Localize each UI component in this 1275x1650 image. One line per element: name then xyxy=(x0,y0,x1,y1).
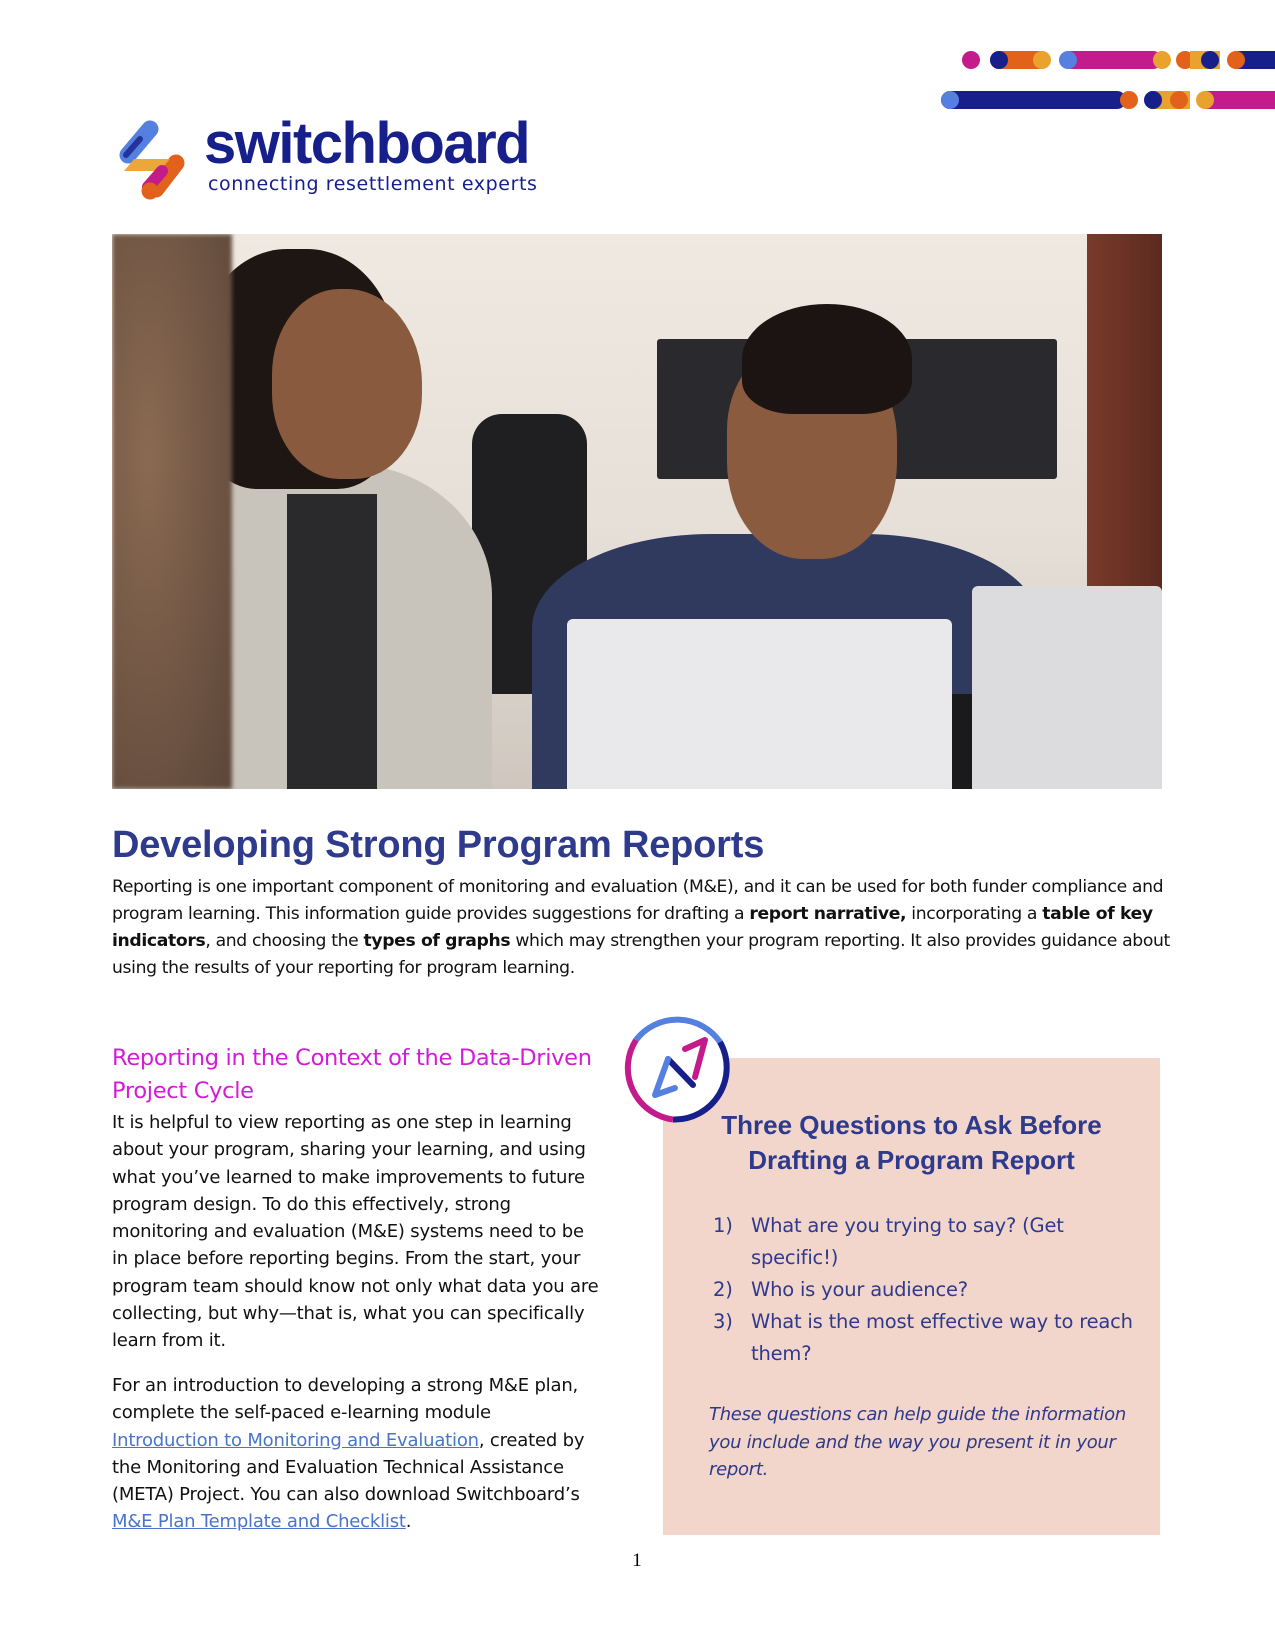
question-number: 1) xyxy=(713,1214,733,1237)
callout-title-line-2: Drafting a Program Report xyxy=(748,1145,1075,1175)
question-text: What are you trying to say? (Get specific!) xyxy=(751,1214,1064,1269)
hero-photo xyxy=(112,234,1162,789)
questions-list xyxy=(713,1210,1143,1370)
switchboard-logo-icon xyxy=(112,115,192,203)
callout-title xyxy=(663,1108,1160,1178)
intro-text: incorporating a xyxy=(906,904,1043,924)
link-intro-to-me-module[interactable]: Introduction to Monitoring and Evaluation xyxy=(112,1429,479,1451)
page-number: 1 xyxy=(632,1550,642,1571)
intro-bold-types-of-graphs: types of graphs xyxy=(363,931,511,951)
question-text: What is the most effective way to reach them? xyxy=(751,1310,1133,1365)
decorative-dot-banner xyxy=(0,0,1275,130)
question-number: 3) xyxy=(713,1310,733,1333)
brand-wordmark: switchboard xyxy=(204,111,530,176)
paragraph-text: . xyxy=(405,1511,412,1533)
question-item xyxy=(713,1210,1143,1274)
question-item xyxy=(713,1306,1143,1370)
callout-note: These questions can help guide the information you include and the way you present it in your report. xyxy=(709,1404,1126,1480)
intro-bold-table-of-key-indicators: table of key indicators xyxy=(112,904,1153,951)
paragraph-text: , created by the Monitoring and Evaluation Technical Assistance (META) Project. You can also download Switchboard’s xyxy=(112,1429,585,1506)
link-me-plan-template[interactable]: M&E Plan Template and Checklist xyxy=(112,1511,406,1533)
intro-text: which may strengthen your program reporting. It also provides guidance about using the results of your reporting for program learning. xyxy=(112,931,1170,978)
intro-text: Reporting is one important component of monitoring and evaluation (M&E), and it can be used for both funder compliance and program learning. This information guide provides suggestions for drafting a xyxy=(112,877,1164,924)
section-paragraph-1: It is helpful to view reporting as one step in learning about your program, sharing your learning, and using what you’ve learned to make improvements to future program design. To do this effectively, strong monitoring and evaluation (M&E) systems need to be in place before reporting begins. From the start, your program team should know not only what data you are collecting, but why—that is, what you can specifically learn from it. xyxy=(112,1112,599,1352)
intro-text: , and choosing the xyxy=(205,931,364,951)
section-heading: Reporting in the Context of the Data-Driven Project Cycle xyxy=(112,1045,592,1104)
paragraph-text: For an introduction to developing a strong M&E plan, complete the self-paced e-learning module xyxy=(112,1375,579,1424)
compass-icon xyxy=(618,1010,733,1125)
question-number: 2) xyxy=(713,1278,733,1301)
question-text: Who is your audience? xyxy=(751,1278,968,1301)
callout-title-line-1: Three Questions to Ask Before xyxy=(721,1110,1102,1140)
intro-bold-report-narrative: report narrative, xyxy=(749,904,907,924)
section-paragraph-2 xyxy=(112,1372,602,1536)
intro-paragraph xyxy=(112,874,1172,982)
brand-tagline: connecting resettlement experts xyxy=(208,173,538,195)
page-title: Developing Strong Program Reports xyxy=(112,824,765,866)
callout-box xyxy=(663,1058,1160,1535)
question-item xyxy=(713,1274,1143,1306)
